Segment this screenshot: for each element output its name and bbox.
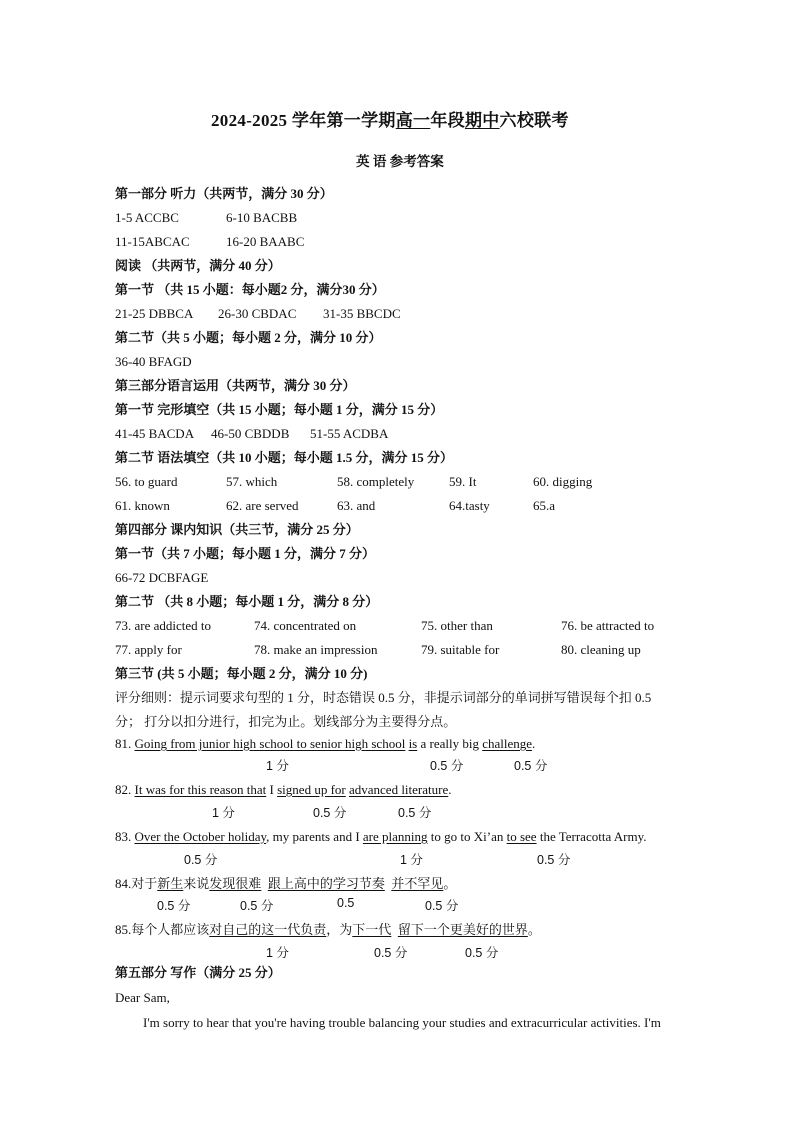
answer: 11-15ABCAC [115, 234, 190, 249]
plain-text: 。 [443, 876, 457, 891]
translation-answer-85 [115, 922, 541, 938]
answer: 51-55 ACDBA [310, 426, 389, 441]
plain-text: 。 [527, 922, 541, 937]
rubric-text: 评分细则：提示词要求句型的 1 分，时态错误 0.5 分，非提示词部分的单词拼写错误每个扣 0.5 [115, 690, 652, 705]
score-label: 0.5 分 [184, 853, 218, 867]
plain-text: ，为 [326, 922, 353, 937]
answer: 65.a [533, 498, 556, 513]
subsection-heading: 第一节（共 7 小题；每小题 1 分，满分 7 分） [115, 546, 376, 561]
answer: 16-20 BAABC [226, 234, 305, 249]
letter-paragraph: I'm sorry to hear that you're having trouble balancing your studies and extracurricular activities. I'm [143, 1015, 661, 1030]
plain-text: . [532, 736, 536, 751]
section-heading-listening: 第一部分 听力（共两节，满分 30 分） [115, 186, 333, 201]
answer: 36-40 BFAGD [115, 354, 192, 369]
plain-text: the Terracotta Army. [536, 829, 647, 844]
answer: 73. are addicted to [115, 618, 212, 633]
answer: 62. are served [226, 498, 299, 513]
score-label: 1 分 [266, 946, 289, 960]
translation-answer-83 [115, 829, 647, 845]
letter-salutation: Dear Sam, [115, 990, 170, 1005]
plain-text: to go to Xi’an [427, 829, 507, 844]
rubric-text: 分； 打分以扣分进行，扣完为止。划线部分为主要得分点。 [115, 714, 457, 729]
title-underlined-part: 高一 [395, 111, 431, 130]
subsection-heading: 第一节 （共 15 小题：每小题2 分，满分30 分） [115, 282, 385, 297]
question-number: 81. [115, 736, 135, 751]
score-label: 1 分 [400, 853, 423, 867]
answer: 74. concentrated on [254, 618, 357, 633]
answer: 41-45 BACDA [115, 426, 195, 441]
subsection-heading: 第二节 （共 8 小题；每小题 1 分，满分 8 分） [115, 594, 379, 609]
score-label: 0.5 分 [313, 806, 347, 820]
plain-text: , my parents and I [266, 829, 363, 844]
page-title [211, 106, 569, 131]
page-subtitle: 英 语 参考答案 [356, 154, 444, 169]
score-label: 0.5 分 [514, 759, 548, 773]
answer: 1-5 ACCBC [115, 210, 179, 225]
score-label: 1 分 [266, 759, 289, 773]
section-heading-language: 第三部分语言运用（共两节，满分 30 分） [115, 378, 356, 393]
score-label: 0.5 分 [465, 946, 499, 960]
answer: 76. be attracted to [561, 618, 655, 633]
answer: 61. known [115, 498, 170, 513]
score-label: 0.5 分 [240, 899, 274, 913]
subsection-heading: 第一节 完形填空（共 15 小题；每小题 1 分，满分 15 分） [115, 402, 444, 417]
key-phrase: advanced literature [348, 782, 449, 797]
key-phrase: challenge [482, 736, 533, 751]
title-underlined-part: 期中 [464, 111, 500, 130]
answer: 63. and [337, 498, 376, 513]
answer: 66-72 DCBFAGE [115, 570, 209, 585]
answer: 56. to guard [115, 474, 178, 489]
translation-answer-84 [115, 876, 456, 892]
section-heading-reading: 阅读 （共两节，满分 40 分） [115, 258, 281, 273]
key-phrase: 留下一个更美好的世界 [397, 922, 528, 937]
key-phrase: Over the October holiday [134, 829, 267, 844]
key-phrase: 并不罕见 [391, 876, 444, 891]
score-label: 0.5 分 [374, 946, 408, 960]
section-heading-writing: 第五部分 写作（满分 25 分） [115, 965, 281, 980]
score-label: 0.5 分 [537, 853, 571, 867]
answer: 26-30 CBDAC [218, 306, 297, 321]
answer: 31-35 BBCDC [323, 306, 401, 321]
answer: 46-50 CBDDB [211, 426, 290, 441]
plain-text: 来说 [183, 876, 210, 891]
subsection-heading: 第二节 语法填空（共 10 小题；每小题 1.5 分，满分 15 分） [115, 450, 454, 465]
question-number: 82. [115, 782, 135, 797]
plain-text: . [448, 782, 452, 797]
answer: 64.tasty [449, 498, 490, 513]
section-heading-knowledge: 第四部分 课内知识（共三节，满分 25 分） [115, 522, 359, 537]
score-label: 1 分 [212, 806, 235, 820]
answer: 60. digging [533, 474, 593, 489]
score-label: 0.5 分 [425, 899, 459, 913]
score-label: 0.5 分 [157, 899, 191, 913]
answer: 75. other than [421, 618, 493, 633]
translation-answer-81 [115, 736, 535, 752]
question-number: 84.对于 [115, 876, 158, 891]
answer: 57. which [226, 474, 278, 489]
plain-text: a really big [417, 736, 483, 751]
key-phrase: are planning [362, 829, 428, 844]
translation-answer-82 [115, 782, 451, 798]
key-phrase: It was for this reason that [134, 782, 267, 797]
answer: 59. It [449, 474, 477, 489]
key-phrase: Going from junior high school to senior high school [134, 736, 406, 751]
title-part: 2024-2025 学年第一学期 [211, 111, 396, 130]
score-label: 0.5 分 [398, 806, 432, 820]
key-phrase: 对自己的这一代负责 [209, 922, 327, 937]
answer: 21-25 DBBCA [115, 306, 194, 321]
key-phrase: 跟上高中的学习节奏 [267, 876, 385, 891]
question-number: 85.每个人都应该 [115, 922, 210, 937]
title-part: 六校联考 [499, 111, 569, 130]
score-label: 0.5 分 [430, 759, 464, 773]
key-phrase: to see [506, 829, 537, 844]
key-phrase: is [408, 736, 418, 751]
answer: 58. completely [337, 474, 415, 489]
key-phrase: 发现很难 [209, 876, 262, 891]
key-phrase: 新生 [157, 876, 184, 891]
key-phrase: signed up for [277, 782, 346, 797]
score-label: 0.5 [337, 896, 355, 910]
title-part: 年段 [430, 111, 465, 130]
subsection-heading: 第三节 (共 5 小题；每小题 2 分，满分 10 分) [115, 666, 368, 681]
plain-text: I [266, 782, 278, 797]
question-number: 83. [115, 829, 135, 844]
subsection-heading: 第二节（共 5 小题；每小题 2 分，满分 10 分） [115, 330, 382, 345]
answer: 80. cleaning up [561, 642, 641, 657]
answer: 6-10 BACBB [226, 210, 298, 225]
answer: 77. apply for [115, 642, 182, 657]
answer: 79. suitable for [421, 642, 500, 657]
answer: 78. make an impression [254, 642, 378, 657]
key-phrase: 下一代 [352, 922, 392, 937]
